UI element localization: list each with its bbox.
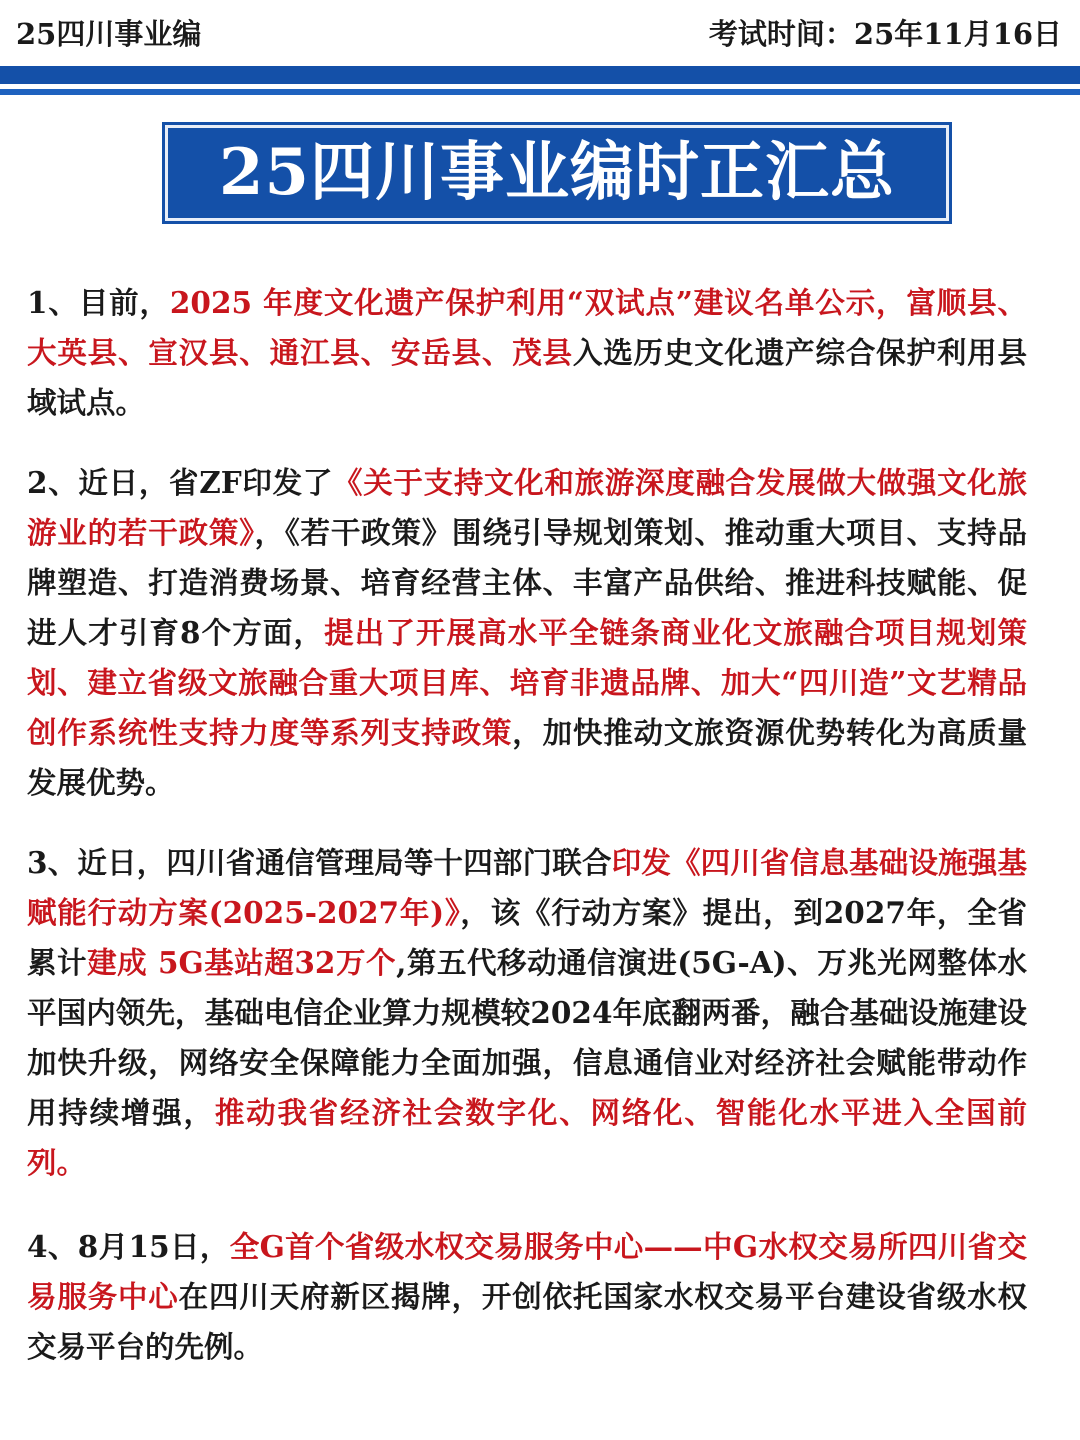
news-item-4: [27, 1222, 1027, 1372]
news-item-3-segment: 3、近日，四川省通信管理局等十四部门联合: [27, 845, 612, 880]
news-item-2: [27, 458, 1027, 808]
news-item-1: [27, 278, 1027, 428]
news-item-2-segment: 2、近日，省ZF印发了: [27, 465, 334, 500]
news-item-3-highlight: 印发《四川省信息基础设施强基赋能行动方案(2025-2027年)》: [27, 845, 1027, 930]
page-header: [0, 0, 1080, 66]
news-item-3-segment: ，该《行动方案》提出，到2027年，全省累计: [27, 895, 1027, 980]
title-banner: [165, 125, 949, 221]
news-item-1-segment: 1、目前，: [27, 285, 170, 320]
page-title: 25四川事业编时正汇总: [218, 135, 896, 210]
news-item-3: [27, 838, 1027, 1188]
news-item-1-highlight: 2025 年度文化遗产保护利用“双试点”建议名单公示，富顺县、大英县、宣汉县、通江县、安岳县、茂县: [27, 285, 1027, 370]
news-item-3-highlight: 建成 5G基站超32万个: [87, 945, 397, 980]
header-exam-name: 25四川事业编: [16, 17, 202, 51]
news-item-3-segment: ,第五代移动通信演进(5G-A)、万兆光网整体水平国内领先，基础电信企业算力规模较2024年底翻两番，融合基础设施建设加快升级，网络安全保障能力全面加强，信息通信业对经济社会赋能带动作用持续增强，: [27, 945, 1027, 1130]
news-item-2-highlight: 《关于支持文化和旅游深度融合发展做大做强文化旅游业的若干政策》: [27, 465, 1027, 550]
news-item-2-highlight: 提出了开展高水平全链条商业化文旅融合项目规划策划、建立省级文旅融合重大项目库、培育非遗品牌、加大“四川造”文艺精品创作系统性支持力度等系列支持政策: [27, 615, 1027, 750]
header-divider-line: [0, 89, 1080, 95]
news-item-2-segment: ，加快推动文旅资源优势转化为高质量发展优势。: [27, 715, 1027, 800]
news-item-1-segment: 入选历史文化遗产综合保护利用县域试点。: [27, 335, 1027, 420]
news-item-4-segment: 4、8月15日，: [27, 1229, 230, 1264]
header-divider-band: [0, 66, 1080, 84]
news-item-4-segment: 在四川天府新区揭牌，开创依托国家水权交易平台建设省级水权交易平台的先例。: [27, 1279, 1027, 1364]
news-item-4-highlight: 全G首个省级水权交易服务中心——中G水权交易所四川省交易服务中心: [27, 1229, 1027, 1314]
news-item-2-segment: ，《若干政策》围绕引导规划策划、推动重大项目、支持品牌塑造、打造消费场景、培育经营主体、丰富产品供给、推进科技赋能、促进人才引育8个方面，: [27, 515, 1027, 650]
article-body: [27, 278, 1027, 1372]
news-item-3-highlight: 推动我省经济社会数字化、网络化、智能化水平进入全国前列。: [27, 1095, 1027, 1180]
header-exam-date: 考试时间：25年11月16日: [708, 17, 1062, 51]
